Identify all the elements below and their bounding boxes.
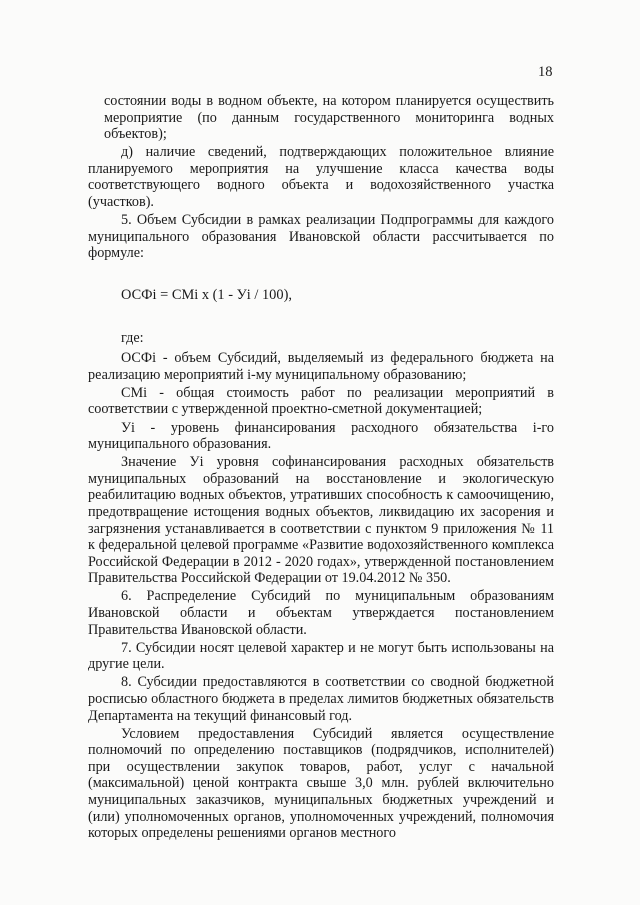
paragraph-item-6: 6. Распределение Субсидий по муниципальным образованиям Ивановской области и объектам утверждается постановлением Правительства Ивановской области.: [88, 588, 554, 638]
paragraph-item-d: д) наличие сведений, подтверждающих положительное влияние планируемого мероприятия на улучшение класса качества воды соответствующего водного объекта и водохозяйственного участка (участков).: [88, 144, 554, 211]
paragraph-item-5: 5. Объем Субсидии в рамках реализации Подпрограммы для каждого муниципального образования Ивановской области рассчитывается по формуле:: [88, 212, 554, 262]
page-number: 18: [538, 64, 553, 80]
paragraph-condition: Условием предоставления Субсидий является осуществление полномочий по определению поставщиков (подрядчиков, исполнителей) при осуществлении закупок товаров, работ, услуг с начальной (максимальной) ценой контракта свыше 3,0 млн. рублей включительно муниципальных заказчиков, муниципальных бюджетных учреждений и (или) уполномоченных органов, уполномоченных учреждений, полномочия которых определены решениями органов местного: [88, 725, 554, 842]
definition-u: Уi - уровень финансирования расходного обязательства i-го муниципального образования.: [88, 419, 554, 453]
paragraph-item-7: 7. Субсидии носят целевой характер и не могут быть использованы на другие цели.: [88, 639, 554, 673]
definition-sm: СМi - общая стоимость работ по реализации мероприятий в соответствии с утвержденной проектно-сметной документацией;: [88, 384, 554, 418]
document-body: [88, 93, 554, 843]
paragraph-where: где:: [121, 329, 144, 346]
paragraph-water-state: состоянии воды в водном объекте, на котором планируется осуществить мероприятие (по данным государственного мониторинга водных объектов);: [104, 93, 554, 143]
paragraph-cofinancing-level: Значение Уi уровня софинансирования расходных обязательств муниципальных образований на восстановление и экологическую реабилитацию водных объектов, утративших способность к самоочищению, предотвращение истощения водных объектов, ликвидацию их засорения и загрязнения устанавливается в соответствии с пунктом 9 приложения № 11 к федеральной целевой программе «Развитие водохозяйственного комплекса Российской Федерации в 2012 - 2020 годах», утвержденной постановлением Правительства Российской Федерации от 19.04.2012 № 350.: [88, 454, 554, 587]
paragraph-item-8: 8. Субсидии предоставляются в соответствии со сводной бюджетной росписью областного бюджета в пределах лимитов бюджетных обязательств Департамента на текущий финансовый год.: [88, 674, 554, 724]
formula: ОСФi = СМi х (1 - Уi / 100),: [121, 286, 292, 303]
definition-osf: ОСФi - объем Субсидий, выделяемый из федерального бюджета на реализацию мероприятий i-му муниципальному образованию;: [88, 350, 554, 383]
